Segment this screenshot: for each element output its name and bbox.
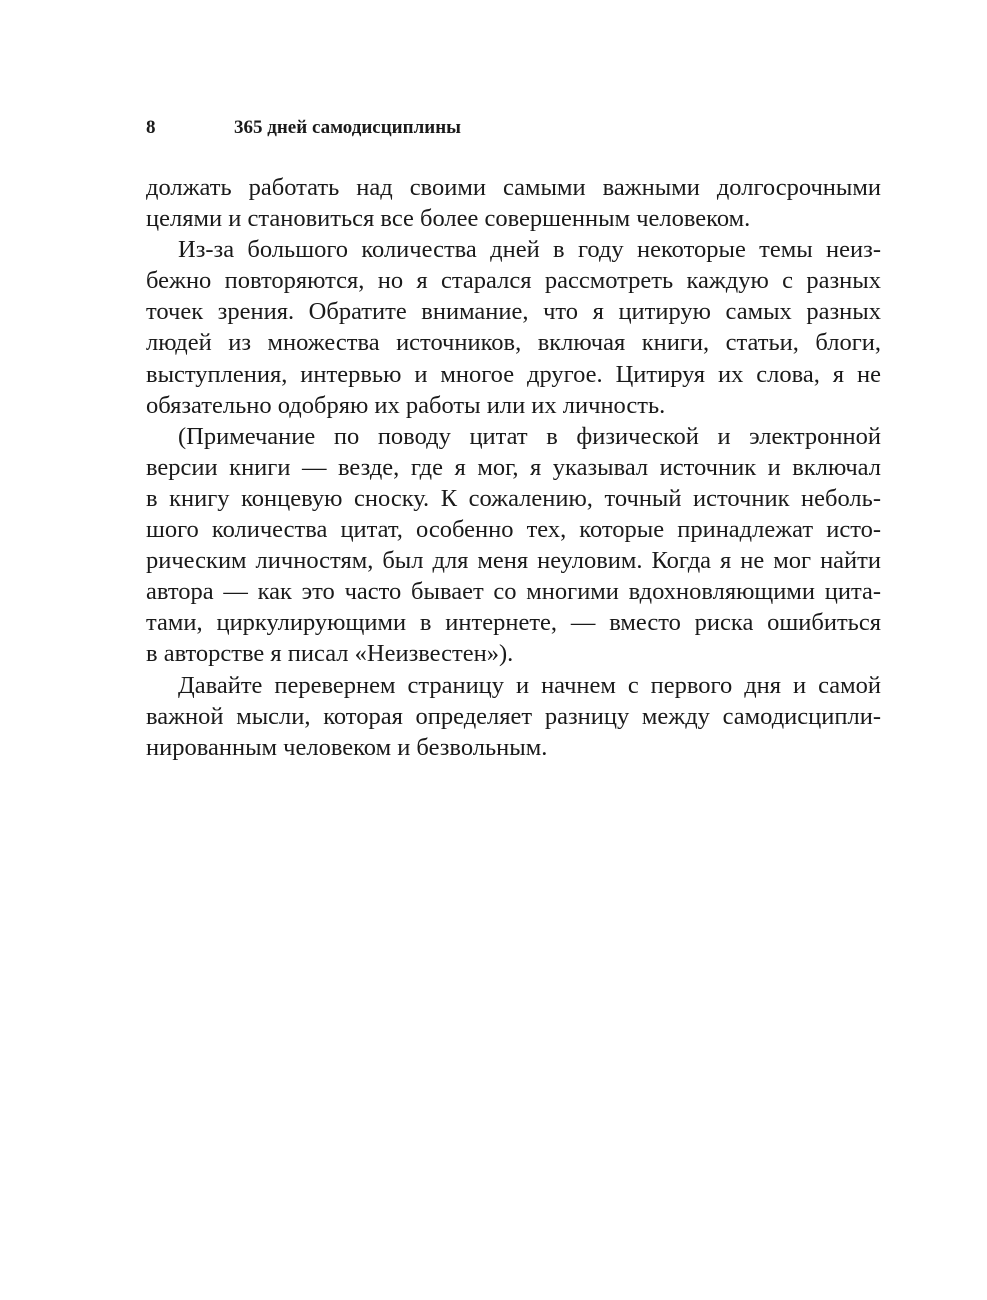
text-line: Давайте перевернем страницу и начнем с первого дня и самой: [178, 671, 881, 699]
text-line: тами, циркулирующими в интернете, — вместо риска ошибиться: [146, 609, 881, 637]
text-line: нированным человеком и безвольным.: [146, 733, 548, 761]
text-line: людей из множества источников, включая книги, статьи, блоги,: [146, 329, 881, 357]
text-line: (Примечание по поводу цитат в физической и электронной: [178, 422, 881, 450]
body-text: [146, 172, 881, 763]
text-line: должать работать над своими самыми важными долгосрочными: [146, 174, 881, 201]
text-line: шого количества цитат, особенно тех, которые принадлежат исто-: [146, 516, 881, 544]
page-number: 8: [146, 117, 156, 138]
text-line: важной мысли, которая определяет разницу между самодисципли-: [146, 702, 881, 730]
text-line: автора — как это часто бывает со многими вдохновляющими цита-: [146, 578, 881, 606]
text-line: версии книги — везде, где я мог, я указывал источник и включал: [146, 453, 881, 481]
text-line: целями и становиться все более совершенным человеком.: [146, 205, 751, 233]
paragraph-1: [146, 172, 881, 234]
text-line: рическим личностям, был для меня неуловим. Когда я не мог найти: [146, 547, 881, 575]
paragraph-2: [146, 234, 881, 421]
text-line: в книгу концевую сноску. К сожалению, точный источник неболь-: [146, 484, 881, 512]
text-line: обязательно одобряю их работы или их личность.: [146, 391, 666, 419]
text-line: бежно повторяются, но я старался рассмотреть каждую с разных: [146, 267, 881, 295]
text-line: в авторстве я писал «Неизвестен»).: [146, 640, 514, 668]
book-title: 365 дней самодисциплины: [234, 117, 461, 138]
paragraph-3: [146, 421, 881, 670]
text-line: выступления, интервью и многое другое. Цитируя их слова, я не: [146, 360, 881, 388]
paragraph-4: [146, 670, 881, 763]
text-line: Из-за большого количества дней в году некоторые темы неиз-: [178, 236, 881, 264]
text-line: точек зрения. Обратите внимание, что я цитирую самых разных: [146, 298, 881, 326]
running-header: [146, 114, 881, 142]
